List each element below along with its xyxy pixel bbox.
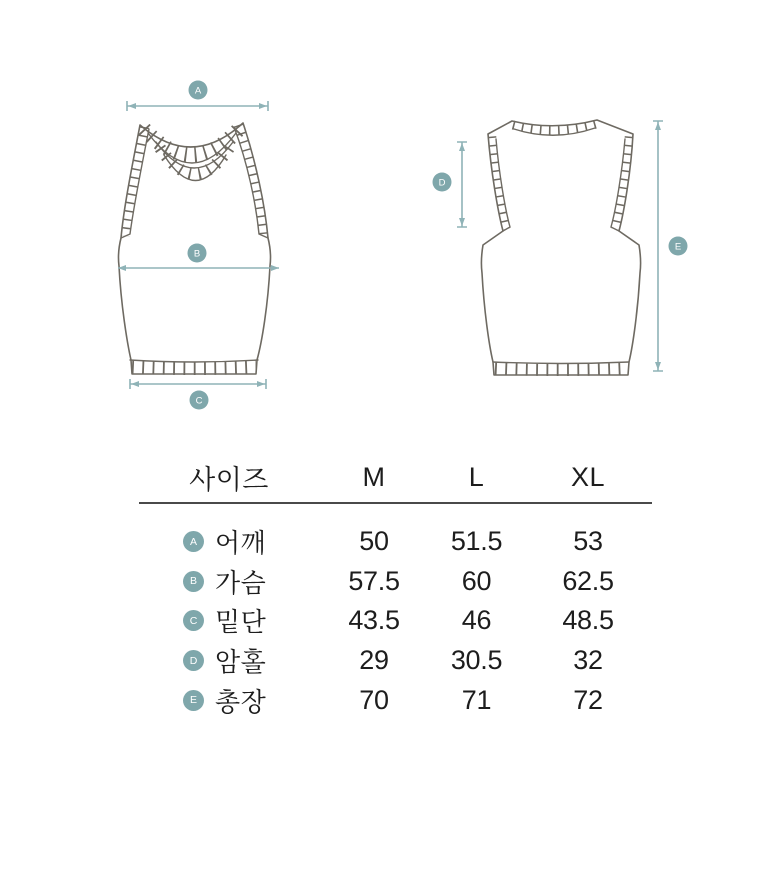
row-badge-a-letter: A bbox=[189, 535, 197, 548]
size-table-body bbox=[139, 504, 652, 720]
header-m: M bbox=[362, 461, 386, 492]
dimension-arrow-armhole bbox=[433, 142, 468, 227]
row-label-hem: 밑단 bbox=[215, 607, 267, 638]
row-label-cell bbox=[139, 523, 319, 560]
row-label-cell bbox=[139, 563, 319, 600]
value-hem-l: 46 bbox=[461, 605, 492, 636]
table-row-armhole bbox=[139, 641, 652, 681]
value-length-xl: 72 bbox=[573, 684, 603, 715]
table-row-length bbox=[139, 680, 652, 720]
badge-e-label: E bbox=[674, 241, 682, 253]
table-row-hem bbox=[139, 601, 652, 641]
vest-back-illustration bbox=[481, 120, 640, 375]
value-chest-xl: 62.5 bbox=[562, 565, 614, 596]
badge-b-label: B bbox=[193, 248, 201, 260]
dimension-arrow-shoulder bbox=[127, 81, 268, 112]
value-shoulder-m: 50 bbox=[359, 526, 389, 557]
dimension-arrow-length bbox=[653, 121, 688, 371]
size-table-header bbox=[139, 452, 652, 502]
value-hem-xl: 48.5 bbox=[562, 605, 614, 636]
value-armhole-l: 30.5 bbox=[450, 645, 503, 676]
value-armhole-xl: 32 bbox=[573, 645, 603, 676]
value-chest-m: 57.5 bbox=[348, 565, 400, 596]
row-badge-e bbox=[183, 690, 204, 711]
row-label-length: 총장 bbox=[215, 686, 267, 717]
size-diagram bbox=[0, 0, 780, 435]
row-badge-b-letter: B bbox=[189, 575, 197, 588]
badge-a-label: A bbox=[194, 85, 202, 97]
value-length-l: 71 bbox=[461, 684, 492, 715]
header-size: 사이즈 bbox=[189, 464, 269, 495]
row-badge-a bbox=[183, 531, 204, 552]
row-label-armhole: 암홀 bbox=[215, 647, 267, 678]
value-chest-l: 60 bbox=[461, 565, 492, 596]
row-badge-c-letter: C bbox=[189, 614, 198, 627]
size-table bbox=[139, 452, 652, 720]
dimension-arrow-hem bbox=[130, 379, 266, 410]
badge-c-label: C bbox=[195, 395, 203, 407]
value-hem-m: 43.5 bbox=[348, 605, 400, 636]
row-badge-d-letter: D bbox=[189, 654, 198, 667]
row-label-cell bbox=[139, 682, 319, 719]
header-xl: XL bbox=[570, 461, 606, 492]
row-label-shoulder: 어깨 bbox=[215, 528, 267, 559]
row-label-cell bbox=[139, 642, 319, 679]
row-badge-d bbox=[183, 650, 204, 671]
row-label-cell bbox=[139, 602, 319, 639]
table-row-chest bbox=[139, 562, 652, 602]
value-length-m: 70 bbox=[359, 684, 389, 715]
value-shoulder-l: 51.5 bbox=[450, 526, 503, 557]
header-l: L bbox=[468, 461, 485, 492]
row-badge-e-letter: E bbox=[189, 694, 197, 707]
badge-d-label: D bbox=[438, 177, 446, 189]
value-shoulder-xl: 53 bbox=[573, 526, 603, 557]
table-row-shoulder bbox=[139, 522, 652, 562]
row-badge-c bbox=[183, 610, 204, 631]
row-badge-b bbox=[183, 571, 204, 592]
value-armhole-m: 29 bbox=[359, 645, 389, 676]
row-label-chest: 가슴 bbox=[215, 567, 267, 598]
